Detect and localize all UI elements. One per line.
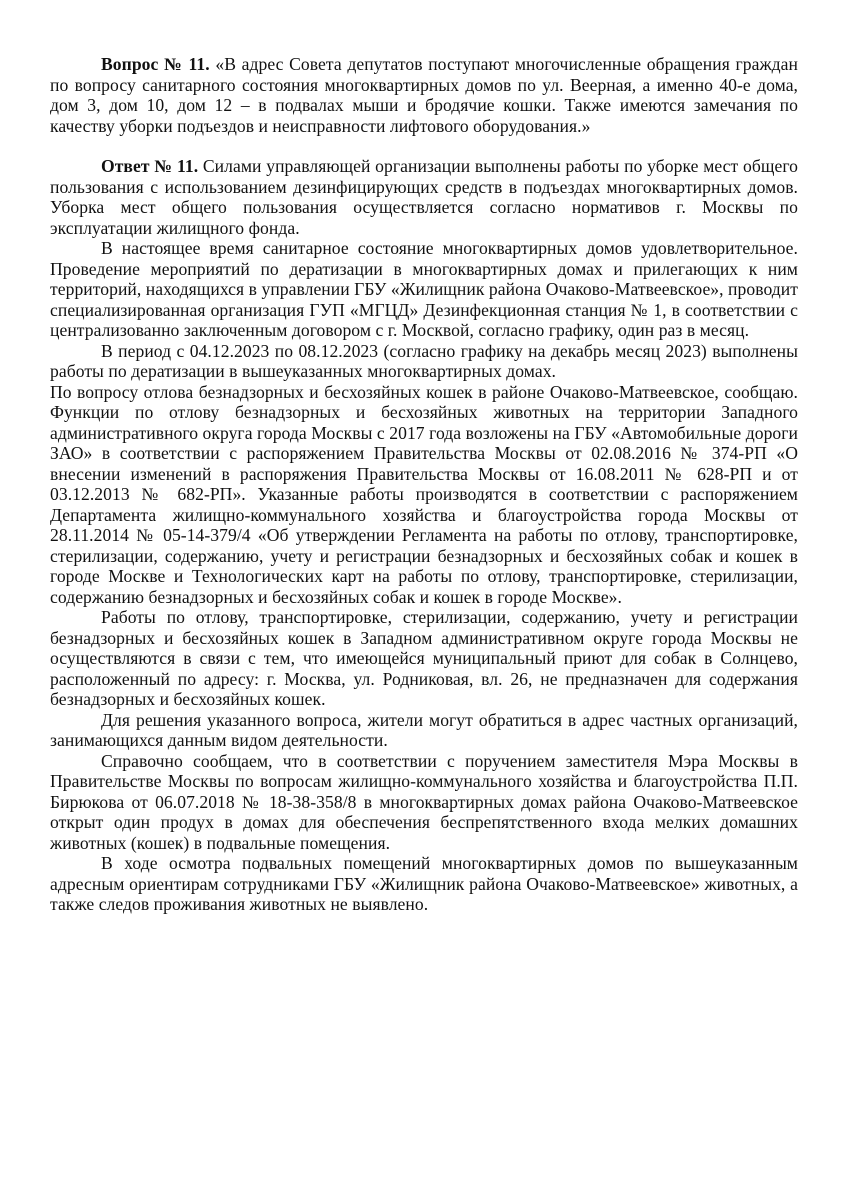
body-paragraph: По вопросу отлова безнадзорных и бесхозяйных кошек в районе Очаково-Матвеевское, сообщаю. Функции по отлову безнадзорных и бесхозяйных животных на территории Западного административного округа города Москвы с 2017 года возложены на ГБУ «Автомобильные дороги ЗАО» в соответствии с распоряжением Правительства Москвы от 02.08.2016 № 374-РП «О внесении изменений в распоряжения Правительства Москвы от 16.08.2011 № 628-РП и от 03.12.2013 № 682-РП». Указанные работы производятся в соответствии с распоряжением Департамента жилищно-коммунального хозяйства и благоустройства города Москвы от 28.11.2014 № 05-14-379/4 «Об утверждении Регламента на работы по отлову, транспортировке, стерилизации, содержанию, учету и регистрации безнадзорных и бесхозяйных собак и кошек в городе Москве и Технологических карт на работы по отлову, транспортировке, стерилизации, содержанию безнадзорных и бесхозяйных собак и кошек в городе Москве».: [50, 381, 798, 607]
question-text: «В адрес Совета депутатов поступают многочисленные обращения граждан по вопросу санитарного состояния многоквартирных домов по ул. Веерная, а именно 40-е дома, дом 3, дом 10, дом 12 – в подвалах мыши и бродячие кошки. Также имеются замечания по качеству уборки подъездов и неисправности лифтового оборудования.»: [50, 54, 798, 136]
paragraph-gap: [50, 136, 798, 156]
body-paragraph: В ходе осмотра подвальных помещений многоквартирных домов по вышеуказанным адресным ориентирам сотрудниками ГБУ «Жилищник района Очаково-Матвеевское» животных, а также следов проживания животных не выявлено.: [50, 853, 798, 914]
body-paragraph: Работы по отлову, транспортировке, стерилизации, содержанию, учету и регистрации безнадзорных и бесхозяйных кошек в Западном административном округе города Москвы не осуществляются в связи с тем, что имеющейся муниципальный приют для собак в Солнцево, расположенный по адресу: г. Москва, ул. Родниковая, вл. 26, не предназначен для содержания безнадзорных и бесхозяйных кошек.: [50, 607, 798, 709]
question-paragraph: [50, 54, 798, 136]
answer-text: Силами управляющей организации выполнены работы по уборке мест общего пользования с использованием дезинфицирующих средств в подъездах многоквартирных домов. Уборка мест общего пользования осуществляется согласно нормативов г. Москвы по эксплуатации жилищного фонда.: [50, 156, 798, 238]
answer-label: Ответ № 11.: [101, 156, 199, 176]
body-paragraph: Для решения указанного вопроса, жители могут обратиться в адрес частных организаций, занимающихся данным видом деятельности.: [50, 709, 798, 750]
body-paragraph: В период с 04.12.2023 по 08.12.2023 (согласно графику на декабрь месяц 2023) выполнены работы по дератизации в вышеуказанных многоквартирных домах.: [50, 340, 798, 381]
body-paragraph: Справочно сообщаем, что в соответствии с поручением заместителя Мэра Москвы в Правительстве Москвы по вопросам жилищно-коммунального хозяйства и благоустройства П.П. Бирюкова от 06.07.2018 № 18-38-358/8 в многоквартирных домах района Очаково-Матвеевское открыт один продух в домах для обеспечения беспрепятственного входа мелких домашних животных (кошек) в подвальные помещения.: [50, 750, 798, 853]
answer-paragraph: [50, 156, 798, 238]
body-paragraph: В настоящее время санитарное состояние многоквартирных домов удовлетворительное. Проведение мероприятий по дератизации в многоквартирных домах и прилегающих к ним территорий, находящихся в управлении ГБУ «Жилищник района Очаково-Матвеевское», проводит специализированная организация ГУП «МГЦД» Дезинфекционная станция № 1, в соответствии с централизованно заключенным договором с г. Москвой, согласно графику, один раз в месяц.: [50, 238, 798, 340]
question-label: Вопрос № 11.: [101, 54, 210, 74]
